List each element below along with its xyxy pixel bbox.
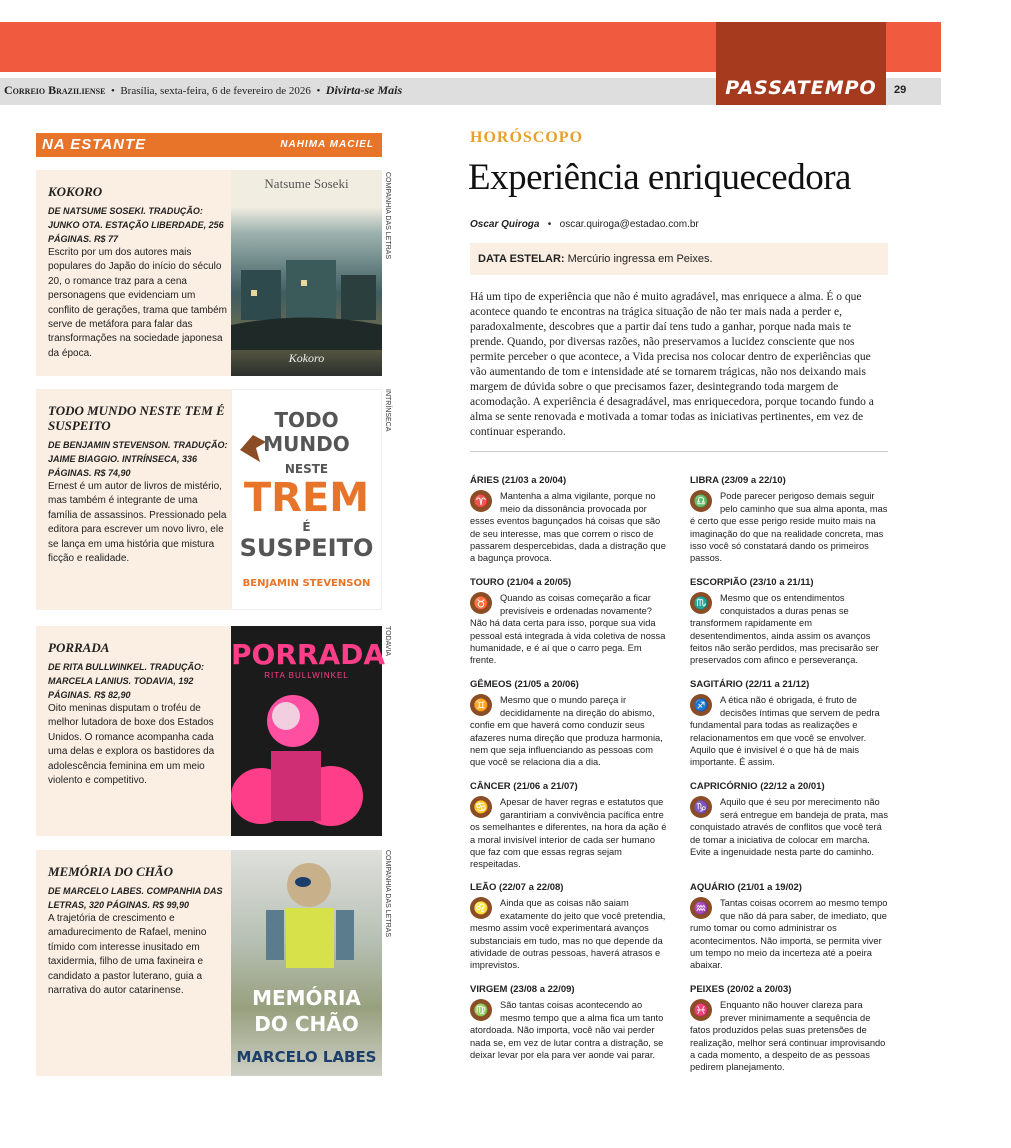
author-email[interactable]: oscar.quiroga@estadao.com.br bbox=[559, 219, 699, 230]
estante-author: NAHIMA MACIEL bbox=[280, 139, 374, 150]
boxer-illustration bbox=[231, 676, 382, 836]
sign-leo bbox=[470, 882, 670, 972]
sign-text: Enquanto não houver clareza para prever minimamente a sequência de fatos produzidos pelas suas pretensões de realização, melhor será continuar improvisando a cada momento, a despeito de as pessoas pedirem planejamento. bbox=[690, 1000, 886, 1073]
cover-title: PORRADA bbox=[231, 638, 386, 671]
sign-text: Apesar de haver regras e estatutos que garantiriam a convivência pacífica entre os semelhantes e diferentes, na hora da ação é a moral invisível interior de cada ser humano que faz com que essas regras sejam respeitadas. bbox=[470, 797, 667, 870]
photo-credit: COMPANHIA DAS LETRAS bbox=[384, 172, 391, 260]
sign-aries bbox=[470, 475, 670, 565]
cover-illustration bbox=[231, 230, 382, 350]
book-card bbox=[36, 170, 391, 376]
newspaper-brand: Correio Braziliense bbox=[4, 83, 106, 97]
libra-icon: ♎ bbox=[690, 490, 712, 512]
estante-title: NA ESTANTE bbox=[42, 136, 147, 153]
sign-gemini bbox=[470, 679, 670, 769]
book-card bbox=[36, 626, 391, 836]
sign-scorpio bbox=[690, 577, 890, 667]
virgo-icon: ♍ bbox=[470, 999, 492, 1021]
estelar-label: DATA ESTELAR: bbox=[478, 253, 565, 265]
sign-sagittarius bbox=[690, 679, 890, 769]
scorpio-icon: ♏ bbox=[690, 592, 712, 614]
book-description: A trajetória de crescimento e amadurecimento de Rafael, menino tímido com interesse inusitado em taxidermia, filho de uma faxineira e candidato a pastor luterano, guia a narrativa do autor catarinense. bbox=[48, 913, 207, 997]
sign-name: PEIXES (20/02 a 20/03) bbox=[690, 984, 792, 995]
book-meta: DE BENJAMIN STEVENSON. TRADUÇÃO: JAIME BIAGGIO. INTRÍNSECA, 336 PÁGINAS. R$ 74,90 bbox=[48, 440, 228, 478]
intro-paragraph: Há um tipo de experiência que não é muito agradável, mas enriquece a alma. É o que acontece quando te encontras na trágica situação de não ter mais nada a perder e, paradoxalmente, descobres que a partir daí tens tudo a ganhar, porque nada mais te prende. Quando, por diversas razões, não preservamos a lucidez consciente que nos permite perceber o que acontece, a Vida precisa nos colocar dentro de experiências que vão aumentando de tom e intensidade até se tornarem trágicas, não nos deixando mais margem de dúvida sobre o que precisamos fazer, desintegrando toda margem de acomodação. A experiência é desagradável, mas enriquecedora, porque tocando fundo a alma se sente renovada e motivada a tomar todas as iniciativas pertinentes, em vez de continuar esperando. bbox=[470, 291, 874, 438]
aries-icon: ♈ bbox=[470, 490, 492, 512]
capricorn-icon: ♑ bbox=[690, 796, 712, 818]
pisces-icon: ♓ bbox=[690, 999, 712, 1021]
sign-virgo bbox=[470, 984, 670, 1061]
book-title: PORRADA bbox=[48, 640, 110, 655]
book-title: MEMÓRIA DO CHÃO bbox=[48, 864, 173, 879]
book-description: Ernest é um autor de livros de mistério, mas também é integrante de uma família de assassinos. Pressionado pela editora para escrever um novo livro, ele se lança em uma história que mistura ficção e realidade. bbox=[48, 481, 227, 565]
sign-name: VIRGEM (23/08 a 22/09) bbox=[470, 984, 575, 995]
bird-icon bbox=[238, 430, 268, 464]
author-name: Oscar Quiroga bbox=[470, 219, 540, 230]
cover-author: RITA BULLWINKEL bbox=[264, 671, 349, 680]
sign-text: Quando as coisas começarão a ficar previsíveis e ordenadas novamente? Não há data certa para isso, porque sua vida pessoal está integrada à vida coletiva de nossa humanidade, e é aí que o carro pega. Em frente. bbox=[470, 593, 666, 666]
sign-name: SAGITÁRIO (22/11 a 21/12) bbox=[690, 679, 810, 690]
cover-line: MEMÓRIA bbox=[252, 986, 361, 1010]
book-cover bbox=[231, 389, 382, 610]
taurus-icon: ♉ bbox=[470, 592, 492, 614]
sign-pisces bbox=[690, 984, 890, 1074]
book-meta: DE NATSUME SOSEKI. TRADUÇÃO: JUNKO OTA. ESTAÇÃO LIBERDADE, 256 PÁGINAS. R$ 77 bbox=[48, 206, 224, 244]
sign-text: Ainda que as coisas não saiam exatamente do jeito que você pretendia, mesmo assim você experimentará avanços substanciais em tudo, mas no que depende da atividade de outras pessoas, haverá atrasos e imprevistos. bbox=[470, 898, 666, 971]
sign-text: Mesmo que os entendimentos conquistados a duras penas se transformem rapidamente em desentendimentos, ainda assim os avanços feitos não serão perdidos, mas precisarão ser preservados com afinco e perseverança. bbox=[690, 593, 879, 666]
sign-text: Aquilo que é seu por merecimento não será entregue em bandeja de prata, mas conquistado através de conflitos que você terá de tomar a iniciativa de colocar em marcha. Evite a ingenuidade nesta parte do caminho. bbox=[690, 797, 888, 858]
section-tab-top bbox=[716, 22, 886, 72]
boy-illustration bbox=[231, 850, 382, 980]
sign-name: AQUÁRIO (21/01 a 19/02) bbox=[690, 882, 802, 893]
book-description: Oito meninas disputam o troféu de melhor lutadora de boxe dos Estados Unidos. O romance acompanha cada uma delas e explora os bastidores da adolescência feminina em um meio violento e competitivo. bbox=[48, 703, 215, 787]
sign-libra bbox=[690, 475, 890, 565]
sign-text: São tantas coisas acontecendo ao mesmo tempo que a alma fica um tanto atordoada. Não importa, você não vai perder nada se, em vez de lutar contra a distração, se deixar levar por ela para ver aonde vai parar. bbox=[470, 1000, 664, 1061]
cover-line: DO CHÃO bbox=[254, 1012, 359, 1036]
horoscope-label: HORÓSCOPO bbox=[470, 129, 584, 146]
sign-name: ÁRIES (21/03 a 20/04) bbox=[470, 475, 567, 486]
sign-name: TOURO (21/04 a 20/05) bbox=[470, 577, 572, 588]
sign-name: LIBRA (23/09 a 22/10) bbox=[690, 475, 786, 486]
book-title: KOKORO bbox=[48, 184, 103, 199]
cover-line: TREM bbox=[243, 475, 370, 521]
sign-taurus bbox=[470, 577, 670, 667]
book-card bbox=[36, 850, 391, 1076]
cover-line: SUSPEITO bbox=[239, 534, 374, 562]
sign-name: LEÃO (22/07 a 22/08) bbox=[470, 882, 564, 893]
book-cover bbox=[231, 626, 386, 836]
divider bbox=[470, 451, 888, 452]
cover-line: NESTE bbox=[284, 462, 329, 476]
dateline: Brasília, sexta-feira, 6 de fevereiro de 2026 bbox=[120, 85, 311, 97]
photo-credit: INTRÍNSECA bbox=[384, 389, 391, 432]
sign-name: GÊMEOS (21/05 a 20/06) bbox=[470, 679, 579, 690]
top-color-bar bbox=[0, 22, 941, 72]
sign-capricorn bbox=[690, 781, 890, 858]
byline: Oscar Quiroga • oscar.quiroga@estadao.com.br bbox=[470, 219, 699, 230]
book-meta: DE RITA BULLWINKEL. TRADUÇÃO: MARCELA LANIUS. TODAVIA, 192 PÁGINAS. R$ 82,90 bbox=[48, 662, 204, 700]
sign-text: Tantas coisas ocorrem ao mesmo tempo que não dá para saber, de imediato, que rumo tomar ou como administrar os acontecimentos. Não importa, se permita viver um tempo no meio da incerteza até a poeira abaixar. bbox=[690, 898, 888, 971]
cover-line: É bbox=[302, 520, 311, 534]
gemini-icon: ♊ bbox=[470, 694, 492, 716]
leo-icon: ♌ bbox=[470, 897, 492, 919]
sign-cancer bbox=[470, 781, 670, 871]
book-title: TODO MUNDO NESTE TEM É SUSPEITO bbox=[48, 403, 225, 433]
book-meta: DE MARCELO LABES. COMPANHIA DAS LETRAS, 320 PÁGINAS. R$ 99,90 bbox=[48, 886, 223, 910]
cover-author: MARCELO LABES bbox=[236, 1048, 377, 1066]
sign-name: CÂNCER (21/06 a 21/07) bbox=[470, 781, 578, 792]
aquarius-icon: ♒ bbox=[690, 897, 712, 919]
cover-author: Natsume Soseki bbox=[264, 176, 349, 191]
sign-name: ESCORPIÃO (23/10 a 21/11) bbox=[690, 577, 814, 588]
data-estelar-box bbox=[470, 243, 888, 275]
sign-text: Mesmo que o mundo pareça ir decididamente na direção do abismo, confie em que haverá como conduzir seus afazeres numa direção que produza harmonia, nem que seja influenciando as pessoas com que você se relaciona dia a dia. bbox=[470, 695, 663, 768]
estelar-text: Mercúrio ingressa em Peixes. bbox=[567, 253, 713, 265]
book-cover bbox=[231, 850, 382, 1076]
page-number: 29 bbox=[894, 84, 907, 96]
sign-aquarius bbox=[690, 882, 890, 972]
section-tag: PASSATEMPO bbox=[716, 72, 886, 105]
cover-title: Kokoro bbox=[288, 351, 325, 365]
sign-text: Pode parecer perigoso demais seguir pelo caminho que sua alma aponta, mas é certo que esse perigo reside muito mais na imaginação do que na realidade concreta, mas isso você só constatará dando os primeiros passos. bbox=[690, 491, 888, 564]
sagittarius-icon: ♐ bbox=[690, 694, 712, 716]
cover-author: BENJAMIN STEVENSON bbox=[242, 578, 371, 589]
estante-header bbox=[36, 133, 382, 157]
dateline-row: Correio Braziliense • Brasília, sexta-feira, 6 de fevereiro de 2026 • Divirta-se Mais bbox=[4, 83, 403, 97]
sign-text: Mantenha a alma vigilante, porque no meio da dissonância provocada por esses eventos bagunçados há coisas que são de seu interesse, mas que correm o risco de passarem despercebidas, dada a distração que a bagunça provoca. bbox=[470, 491, 666, 564]
cover-line: TODO MUNDO bbox=[263, 408, 350, 456]
book-cover bbox=[231, 170, 382, 376]
photo-credit: COMPANHIA DAS LETRAS bbox=[384, 850, 391, 938]
book-description: Escrito por um dos autores mais populares do Japão do início do século 20, o romance traz para a cena personagens que evidenciam um conflito de gerações, trama que também serve de metáfora para falar das transformações na sociedade japonesa da época. bbox=[48, 247, 227, 359]
sign-name: CAPRICÓRNIO (22/12 a 20/01) bbox=[690, 781, 825, 792]
section-name: Divirta-se Mais bbox=[325, 83, 403, 97]
headline: Experiência enriquecedora bbox=[468, 157, 851, 198]
sign-text: A ética não é obrigada, é fruto de decisões íntimas que servem de pedra fundamental para todas as realizações e relacionamentos em que você se envolver. Aquilo que é invisível é o que há de mais importante. É assim. bbox=[690, 695, 880, 768]
cancer-icon: ♋ bbox=[470, 796, 492, 818]
photo-credit: TODAVIA bbox=[384, 626, 391, 657]
book-card bbox=[36, 389, 391, 610]
